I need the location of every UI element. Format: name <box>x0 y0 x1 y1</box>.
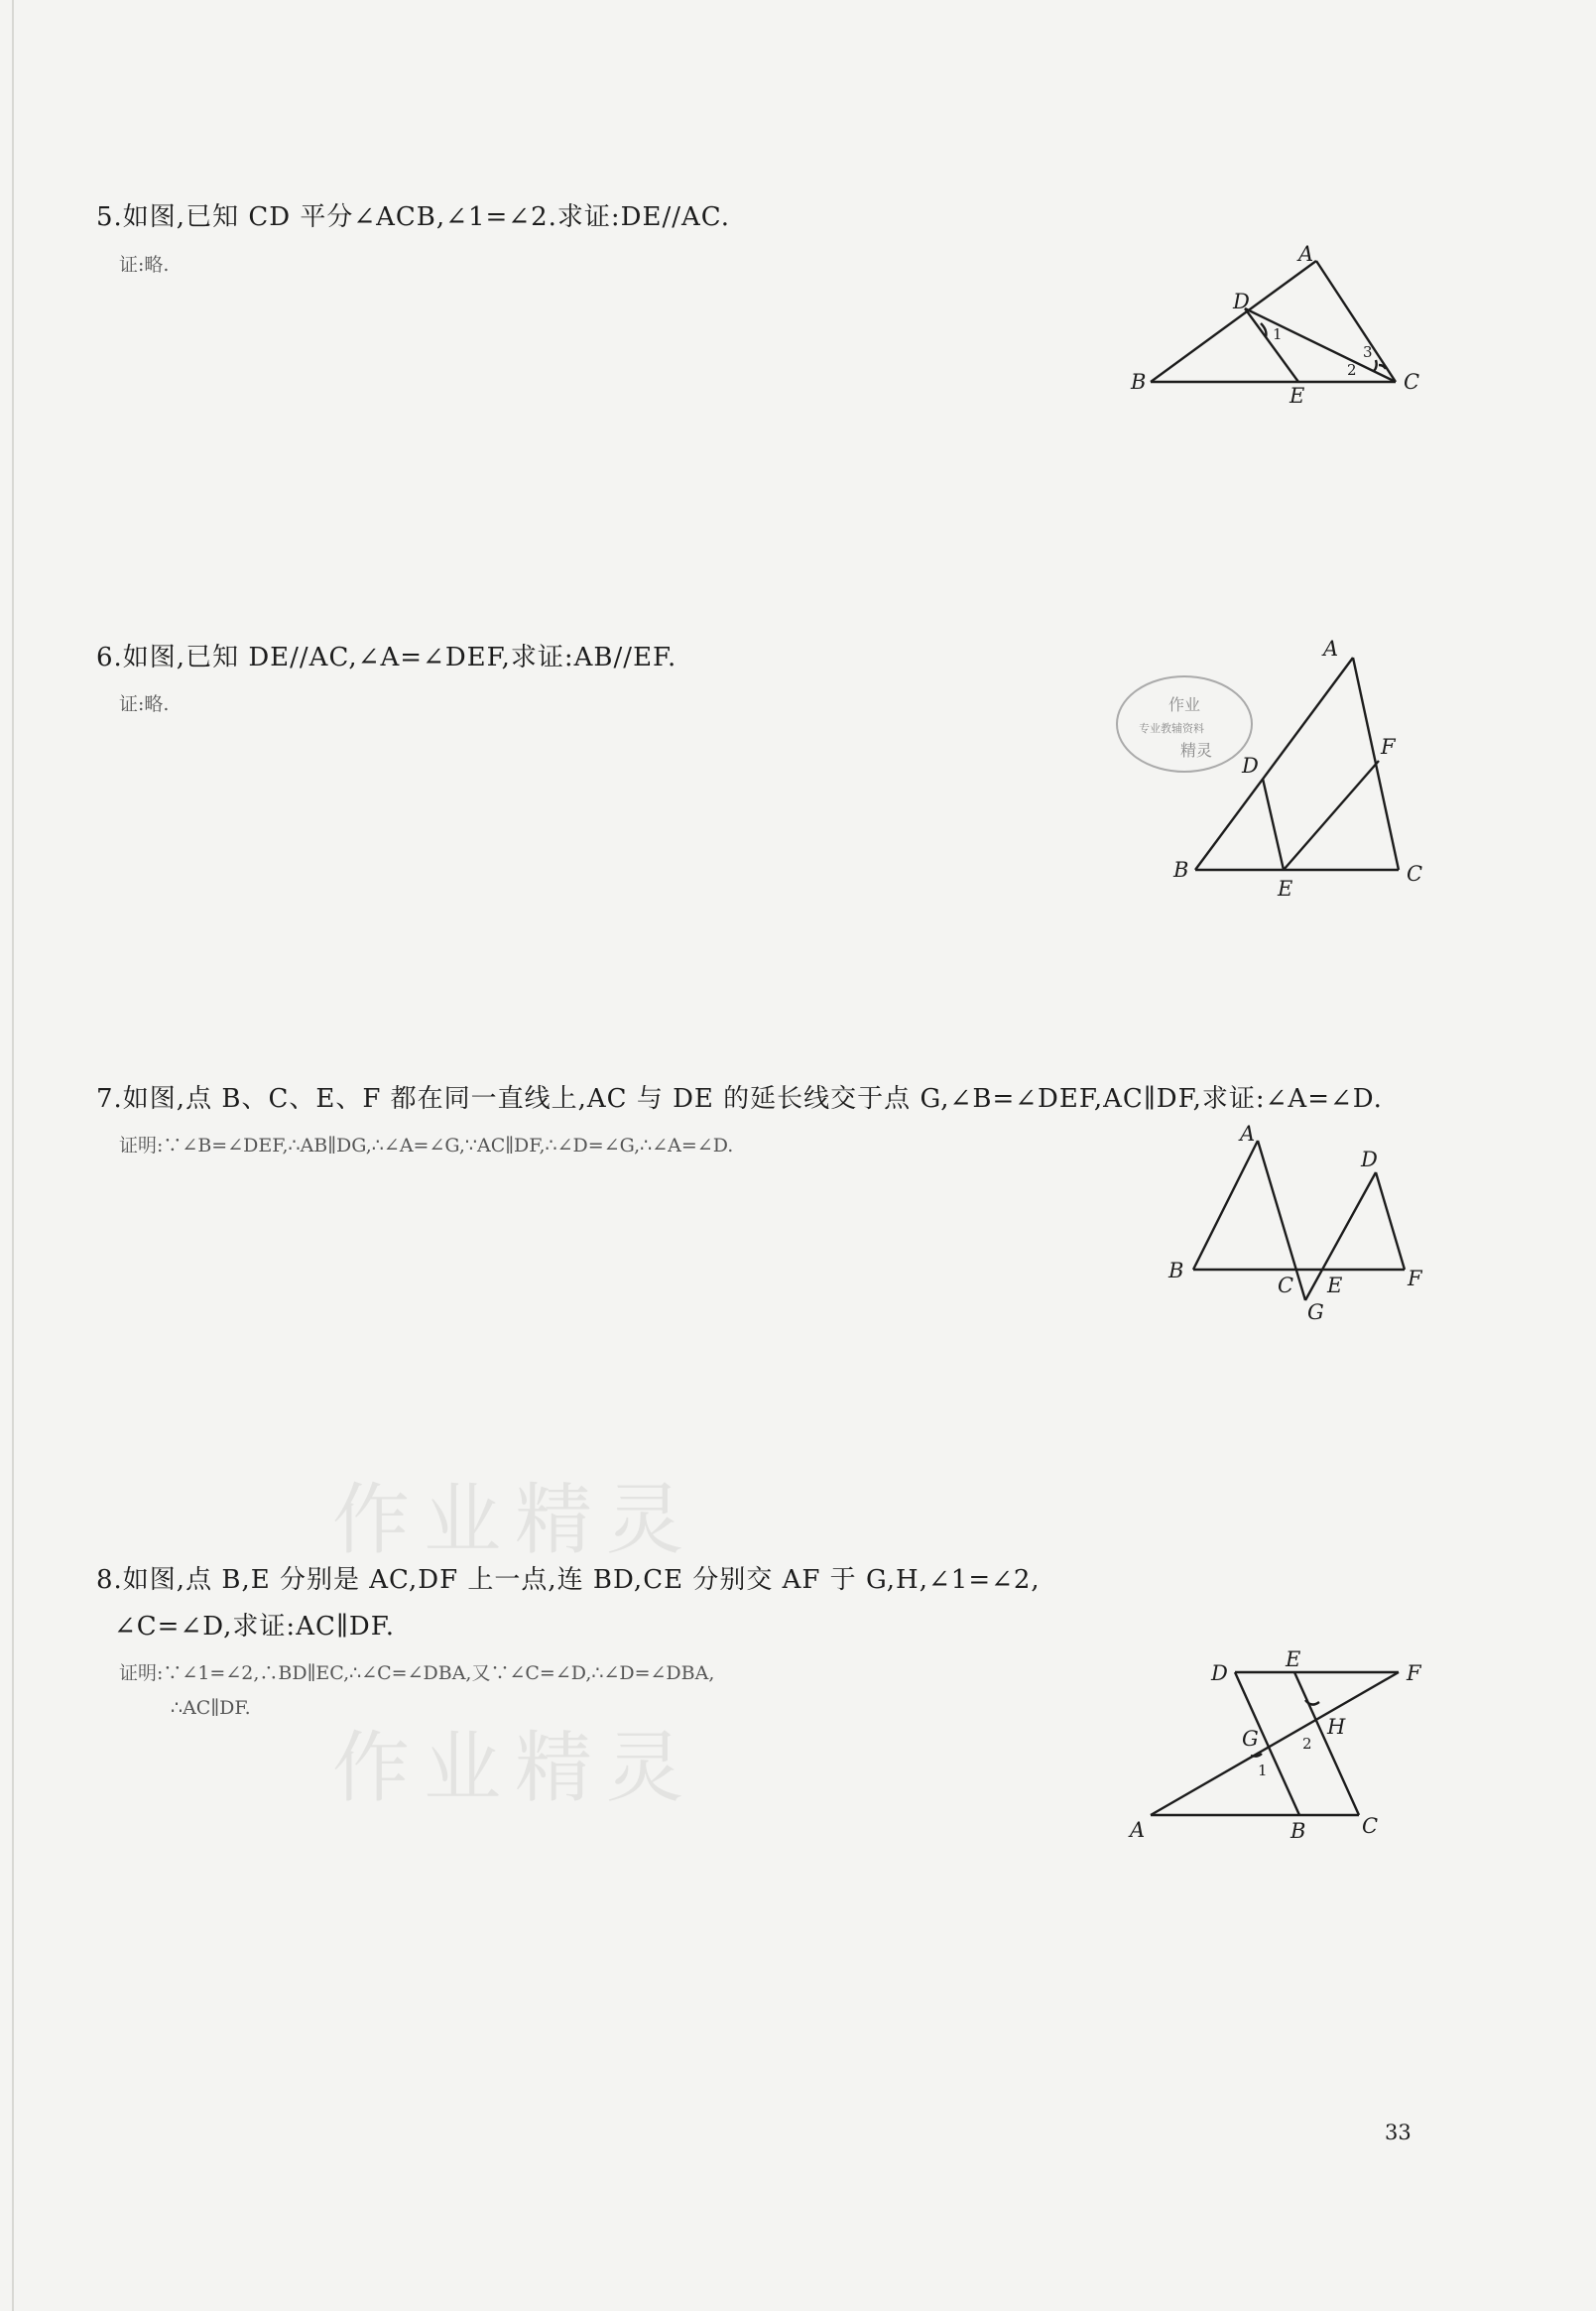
answer-5: 证:略. <box>119 254 170 276</box>
label-H: H <box>1327 1715 1346 1739</box>
label-E: E <box>1289 384 1305 408</box>
label-E: E <box>1286 1647 1301 1671</box>
question-7: 7.如图,点 B、C、E、F 都在同一直线上,AC 与 DE 的延长线交于点 G,∠B=∠DEF,AC∥DF,求证:∠A=∠D. <box>96 1084 1383 1114</box>
label-2: 2 <box>1302 1735 1312 1753</box>
label-C: C <box>1404 370 1420 394</box>
label-C: C <box>1362 1814 1379 1838</box>
label-F: F <box>1407 1661 1421 1685</box>
label-B: B <box>1173 858 1189 882</box>
answer-8-line1: 证明:∵∠1=∠2,∴BD∥EC,∴∠C=∠DBA,又∵∠C=∠D,∴∠D=∠DBA, <box>119 1662 715 1684</box>
label-F: F <box>1381 735 1396 759</box>
label-1: 1 <box>1258 1762 1268 1779</box>
answer-6: 证:略. <box>119 693 170 715</box>
question-8-line1: 8.如图,点 B,E 分别是 AC,DF 上一点,连 BD,CE 分别交 AF 于 G,H,∠1=∠2, <box>96 1565 1041 1595</box>
label-D: D <box>1242 754 1259 778</box>
answer-7: 证明:∵∠B=∠DEF,∴AB∥DG,∴∠A=∠G,∵AC∥DF,∴∠D=∠G,∴∠A=∠D. <box>119 1135 734 1156</box>
label-B: B <box>1131 370 1147 394</box>
watermark: 作业精灵 <box>332 1476 698 1565</box>
watermark: 作业精灵 <box>332 1724 698 1813</box>
label-B: B <box>1290 1819 1306 1843</box>
label-A: A <box>1130 1818 1146 1842</box>
label-D: D <box>1233 290 1250 313</box>
question-5: 5.如图,已知 CD 平分∠ACB,∠1=∠2.求证:DE//AC. <box>96 202 730 232</box>
question-6: 6.如图,已知 DE//AC,∠A=∠DEF,求证:AB//EF. <box>96 643 677 672</box>
label-2: 2 <box>1347 361 1357 379</box>
question-8-line2: ∠C=∠D,求证:AC∥DF. <box>114 1612 395 1642</box>
label-F: F <box>1408 1267 1422 1290</box>
svg-text:精灵: 精灵 <box>1180 741 1213 760</box>
label-A: A <box>1298 242 1314 266</box>
label-A: A <box>1323 637 1339 661</box>
label-D: D <box>1211 1661 1228 1685</box>
svg-text:专业教辅资料: 专业教辅资料 <box>1139 722 1204 735</box>
label-D: D <box>1361 1148 1378 1171</box>
svg-text:作业: 作业 <box>1168 695 1201 714</box>
label-E: E <box>1278 877 1293 901</box>
label-1: 1 <box>1273 325 1283 343</box>
label-G: G <box>1242 1727 1259 1751</box>
label-B: B <box>1168 1259 1184 1282</box>
label-C: C <box>1278 1274 1294 1297</box>
answer-8-line2: ∴AC∥DF. <box>171 1697 251 1719</box>
label-A: A <box>1240 1122 1256 1146</box>
label-C: C <box>1407 862 1423 886</box>
label-3: 3 <box>1363 343 1373 361</box>
label-G: G <box>1307 1300 1324 1324</box>
page-number: 33 <box>1385 2121 1412 2144</box>
label-E: E <box>1327 1274 1343 1297</box>
